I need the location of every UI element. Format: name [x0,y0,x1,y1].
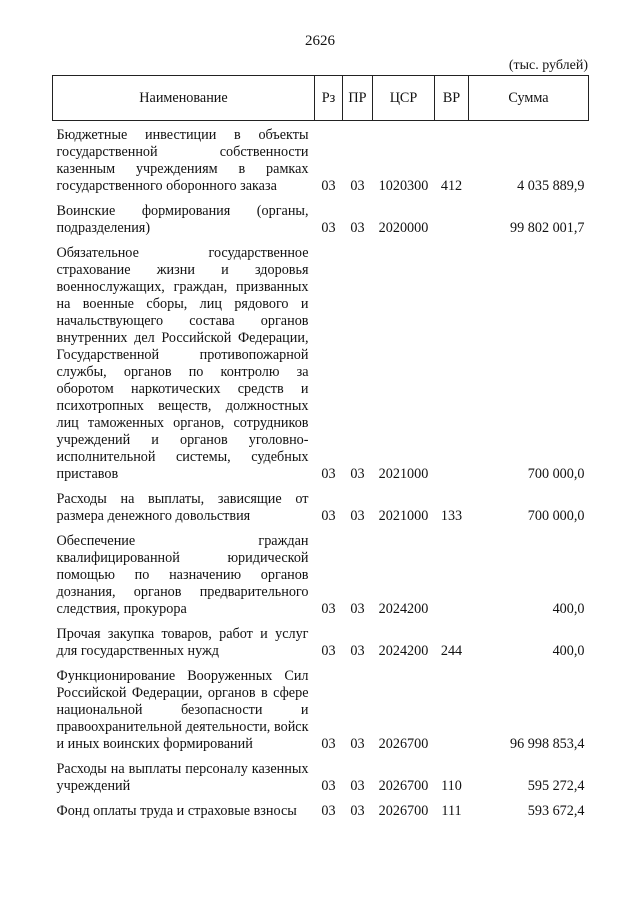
row-name: Бюджетные инвестиции в объекты государственной собственности казенным учреждениям в рамках государственного оборонного заказа [56,127,309,194]
row-pr: 03 [350,220,365,236]
row-pr: 03 [350,508,365,524]
row-sum: 400,0 [552,601,585,617]
header-csr: ЦСР [373,76,435,121]
row-sum: 700 000,0 [527,508,585,524]
header-rz: Рз [315,76,343,121]
row-pr: 03 [350,643,365,659]
table-row [53,121,589,204]
row-vr [435,203,469,245]
row-csr: 1020300 [378,178,429,194]
row-sum: 4 035 889,9 [517,178,585,194]
row-csr: 2026700 [378,803,429,819]
row-csr: 2020000 [378,220,429,236]
row-rz: 03 [321,736,336,752]
row-vr [435,668,469,761]
table-row [53,803,589,828]
row-pr: 03 [350,736,365,752]
row-vr: 133 [440,508,463,524]
row-rz: 03 [321,178,336,194]
row-sum: 99 802 001,7 [510,220,585,236]
table-row [53,533,589,626]
row-pr: 03 [350,178,365,194]
row-pr: 03 [350,601,365,617]
row-vr: 244 [440,643,463,659]
row-csr: 2026700 [378,778,429,794]
row-sum: 595 272,4 [527,778,585,794]
row-vr [435,245,469,491]
row-csr: 2024200 [378,601,429,617]
table-header-row [53,76,589,121]
table-row [53,626,589,668]
units-note: (тыс. рублей) [508,58,588,73]
row-vr: 111 [441,803,462,819]
row-sum: 593 672,4 [527,803,585,819]
header-pr: ПР [343,76,373,121]
table-row [53,761,589,803]
row-sum: 96 998 853,4 [510,736,585,752]
row-csr: 2024200 [378,643,429,659]
row-name: Функционирование Вооруженных Сил Российской Федерации, органов в сфере национальной безопасности и правоохранительной деятельности, войск и иных воинских формирований [56,668,309,752]
table-row [53,491,589,533]
row-vr: 110 [441,778,462,794]
row-vr: 412 [440,178,463,194]
row-name: Фонд оплаты труда и страховые взносы [56,803,297,819]
row-rz: 03 [321,466,336,482]
row-rz: 03 [321,803,336,819]
row-sum: 400,0 [552,643,585,659]
row-name: Расходы на выплаты, зависящие от размера денежного довольствия [56,491,309,524]
row-name: Расходы на выплаты персоналу казенных учреждений [56,761,309,794]
row-pr: 03 [350,778,365,794]
row-rz: 03 [321,220,336,236]
row-sum: 700 000,0 [527,466,585,482]
budget-table [52,75,589,828]
row-rz: 03 [321,601,336,617]
row-csr: 2021000 [378,466,429,482]
row-pr: 03 [350,466,365,482]
header-vr: ВР [435,76,469,121]
table-row [53,203,589,245]
row-rz: 03 [321,778,336,794]
table-row [53,668,589,761]
page-number: 2626 [305,33,335,49]
header-sum: Сумма [469,76,589,121]
row-name: Прочая закупка товаров, работ и услуг для государственных нужд [56,626,309,659]
header-name: Наименование [53,76,315,121]
row-pr: 03 [350,803,365,819]
table-row [53,245,589,491]
row-name: Воинские формирования (органы, подразделения) [56,203,309,236]
row-name: Обеспечение граждан квалифицированной юридической помощью по назначению органов дознания, органов предварительного следствия, прокурора [56,533,309,617]
row-vr [435,533,469,626]
row-csr: 2026700 [378,736,429,752]
row-rz: 03 [321,508,336,524]
row-name: Обязательное государственное страхование жизни и здоровья военнослужащих, граждан, призванных на военные сборы, лиц рядового и начальствующего состава органов внутренних дел Российской Федерации, Государственной противопожарной службы, органов по контролю за оборотом наркотических средств и психотропных веществ, должностных лиц таможенных органов, сотрудников учреждений и органов уголовно-исполнительной системы, судебных приставов [56,245,309,482]
row-csr: 2021000 [378,508,429,524]
row-rz: 03 [321,643,336,659]
